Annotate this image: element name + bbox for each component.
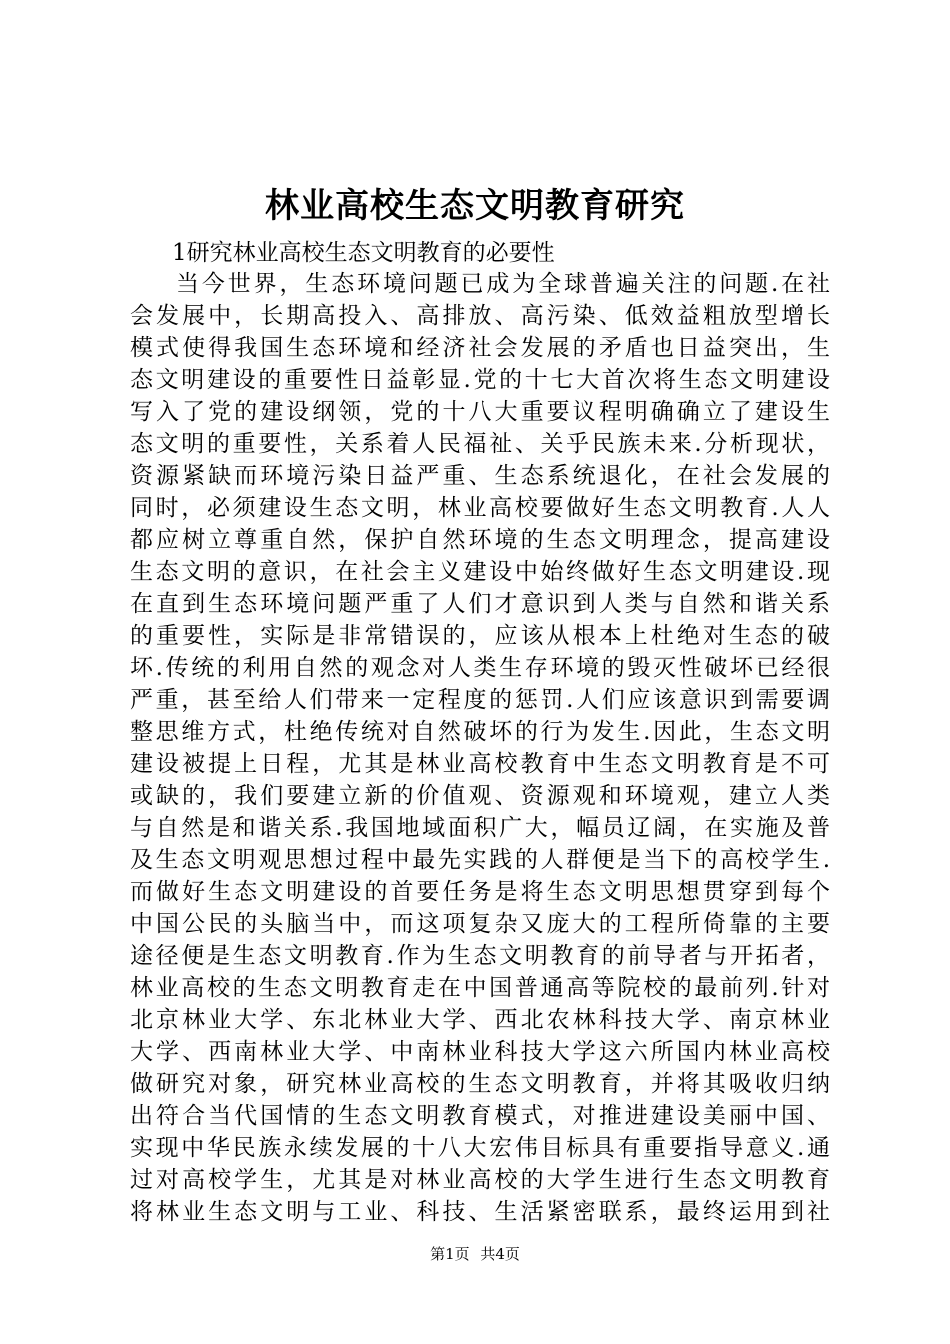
paragraph-line: 模式使得我国生态环境和经济社会发展的矛盾也日益突出，生: [130, 335, 830, 361]
paragraph-line: 会发展中，长期高投入、高排放、高污染、低效益粗放型增长: [130, 303, 830, 329]
paragraph-line: 及生态文明观思想过程中最先实践的人群便是当下的高校学生.: [130, 847, 830, 873]
paragraph-line: 北京林业大学、东北林业大学、西北农林科技大学、南京林业: [130, 1007, 830, 1033]
document-title: 林业高校生态文明教育研究: [265, 186, 685, 226]
page-footer: [0, 1244, 950, 1264]
page-number: 第1页: [430, 1245, 470, 1263]
paragraph-line: 建设被提上日程，尤其是林业高校教育中生态文明教育是不可: [130, 751, 830, 777]
paragraph-line: 途径便是生态文明教育.作为生态文明教育的前导者与开拓者，: [130, 943, 830, 969]
paragraph-line: 坏.传统的利用自然的观念对人类生存环境的毁灭性破坏已经很: [130, 655, 830, 681]
paragraph-line: 整思维方式，杜绝传统对自然破坏的行为发生.因此，生态文明: [130, 719, 830, 745]
paragraph-line: 与自然是和谐关系.我国地域面积广大，幅员辽阔，在实施及普: [130, 815, 830, 841]
paragraph-line: 实现中华民族永续发展的十八大宏伟目标具有重要指导意义.通: [130, 1135, 830, 1161]
paragraph-line: 都应树立尊重自然，保护自然环境的生态文明理念，提高建设: [130, 527, 830, 553]
paragraph-line: 写入了党的建设纲领，党的十八大重要议程明确确立了建设生: [130, 399, 830, 425]
paragraph-line: 中国公民的头脑当中，而这项复杂又庞大的工程所倚靠的主要: [130, 911, 830, 937]
paragraph-line: 态文明的重要性，关系着人民福祉、关乎民族未来.分析现状，: [130, 431, 830, 457]
paragraph-line: 过对高校学生，尤其是对林业高校的大学生进行生态文明教育: [130, 1167, 830, 1193]
section-heading: 1研究林业高校生态文明教育的必要性: [172, 240, 555, 266]
paragraph-line: 而做好生态文明建设的首要任务是将生态文明思想贯穿到每个: [130, 879, 830, 905]
page-total: 共4页: [480, 1245, 520, 1263]
paragraph-line: 大学、西南林业大学、中南林业科技大学这六所国内林业高校: [130, 1039, 830, 1065]
paragraph-line: 当今世界，生态环境问题已成为全球普遍关注的问题.在社: [176, 271, 830, 297]
paragraph-line: 资源紧缺而环境污染日益严重、生态系统退化，在社会发展的: [130, 463, 830, 489]
paragraph-line: 林业高校的生态文明教育走在中国普通高等院校的最前列.针对: [130, 975, 830, 1001]
paragraph-line: 严重，甚至给人们带来一定程度的惩罚.人们应该意识到需要调: [130, 687, 830, 713]
body-paragraph: [130, 268, 830, 1228]
paragraph-line: 生态文明的意识，在社会主义建设中始终做好生态文明建设.现: [130, 559, 830, 585]
paragraph-line: 做研究对象，研究林业高校的生态文明教育，并将其吸收归纳: [130, 1071, 830, 1097]
paragraph-line: 在直到生态环境问题严重了人们才意识到人类与自然和谐关系: [130, 591, 830, 617]
paragraph-line: 态文明建设的重要性日益彰显.党的十七大首次将生态文明建设: [130, 367, 830, 393]
paragraph-line: 或缺的，我们要建立新的价值观、资源观和环境观，建立人类: [130, 783, 830, 809]
paragraph-line: 同时，必须建设生态文明，林业高校要做好生态文明教育.人人: [130, 495, 830, 521]
paragraph-line: 将林业生态文明与工业、科技、生活紧密联系，最终运用到社: [130, 1199, 830, 1225]
paragraph-line: 出符合当代国情的生态文明教育模式，对推进建设美丽中国、: [130, 1103, 830, 1129]
paragraph-line: 的重要性，实际是非常错误的，应该从根本上杜绝对生态的破: [130, 623, 830, 649]
